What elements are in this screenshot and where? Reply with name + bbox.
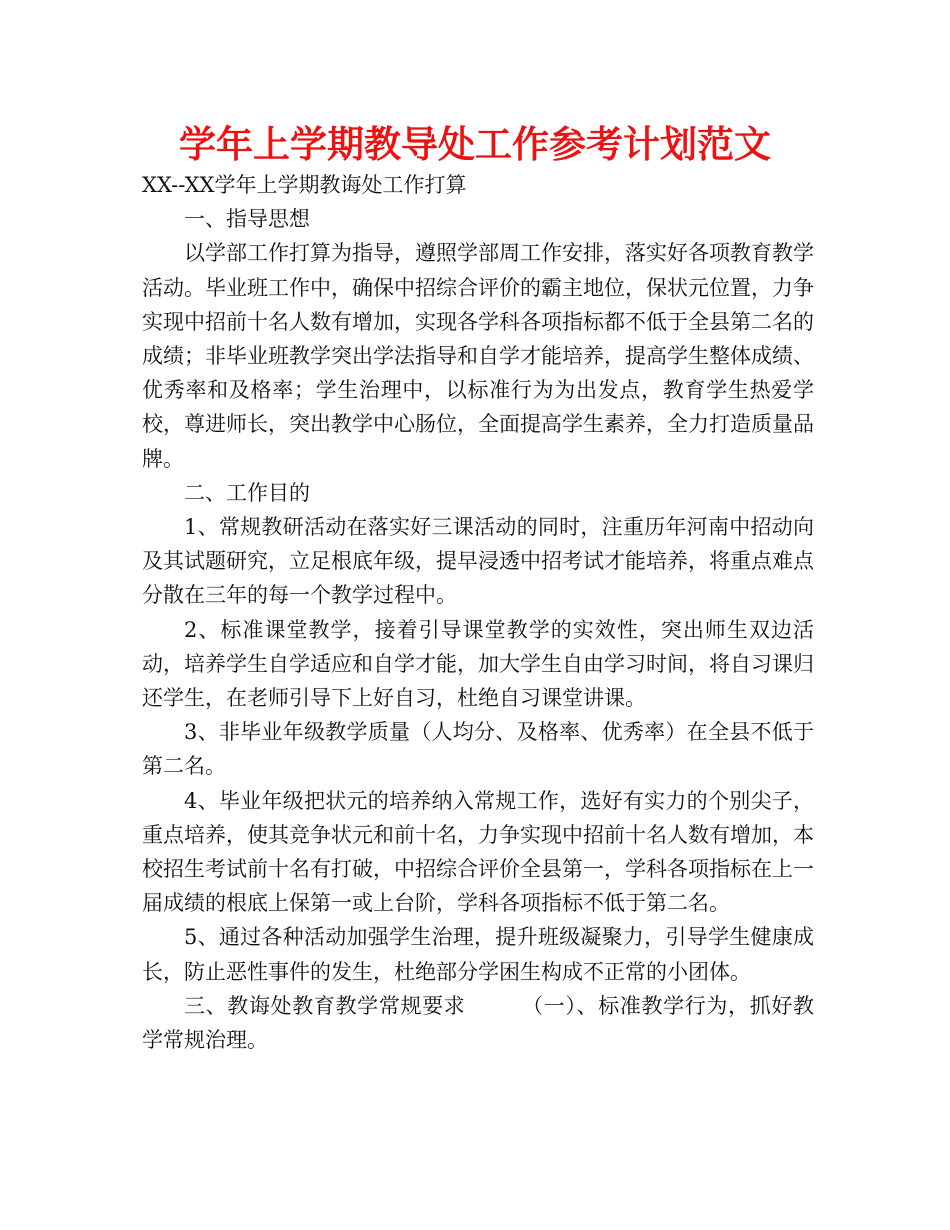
- paragraph-goal-4: 4、毕业年级把状元的培养纳入常规工作，选好有实力的个别尖子，重点培养，使其竞争状元和前十名，力争实现中招前十名人数有增加，本校招生考试前十名有打破，中招综合评价全县第一，学科各项指标在上一届成绩的根底上保第一或上台阶，学科各项指标不低于第二名。: [142, 788, 814, 916]
- document-title: 学年上学期教导处工作参考计划范文: [179, 123, 771, 166]
- section-routine-requirements: [142, 989, 814, 1057]
- document-body: [142, 168, 814, 1057]
- paragraph-goal-5: 5、通过各种活动加强学生治理，提升班级凝聚力，引导学生健康成长，防止恶性事件的发生，杜绝部分学困生构成不正常的小团体。: [142, 925, 814, 984]
- document-subtitle: XX--XX学年上学期教诲处工作打算: [142, 173, 467, 197]
- section-heading-guiding-ideology: 一、指导思想: [184, 207, 310, 232]
- section-heading-routine-requirements: 三、教诲处教育教学常规要求: [184, 993, 466, 1018]
- paragraph-goal-2: 2、标准课堂教学，接着引导课堂教学的实效性，突出师生双边活动，培养学生自学适应和自学才能，加大学生自由学习时间，将自习课归还学生，在老师引导下上好自习，杜绝自习课堂讲课。: [142, 617, 814, 711]
- paragraph-goal-1: 1、常规教研活动在落实好三课活动的同时，注重历年河南中招动向及其试题研究，立足根底年级，提早浸透中招考试才能培养，将重点难点分散在三年的每一个教学过程中。: [142, 515, 814, 608]
- section-heading-work-goals: 二、工作目的: [184, 480, 310, 505]
- paragraph-guiding-ideology: 以学部工作打算为指导，遵照学部周工作安排，落实好各项教育教学活动。毕业班工作中，确保中招综合评价的霸主地位，保状元位置，力争实现中招前十名人数有增加，实现各学科各项指标都不低于全县第二名的成绩；非毕业班教学突出学法指导和自学才能培养，提高学生整体成绩、优秀率和及格率；学生治理中，以标准行为为出发点，教育学生热爱学校，尊进师长，突出教学中心肠位，全面提高学生素养，全力打造质量品牌。: [142, 241, 814, 471]
- subheading-teaching-behavior: （一）、标准教学行为，抓好教学常规治理。: [142, 993, 815, 1053]
- paragraph-goal-3: 3、非毕业年级教学质量（人均分、及格率、优秀率）在全县不低于第二名。: [142, 720, 814, 779]
